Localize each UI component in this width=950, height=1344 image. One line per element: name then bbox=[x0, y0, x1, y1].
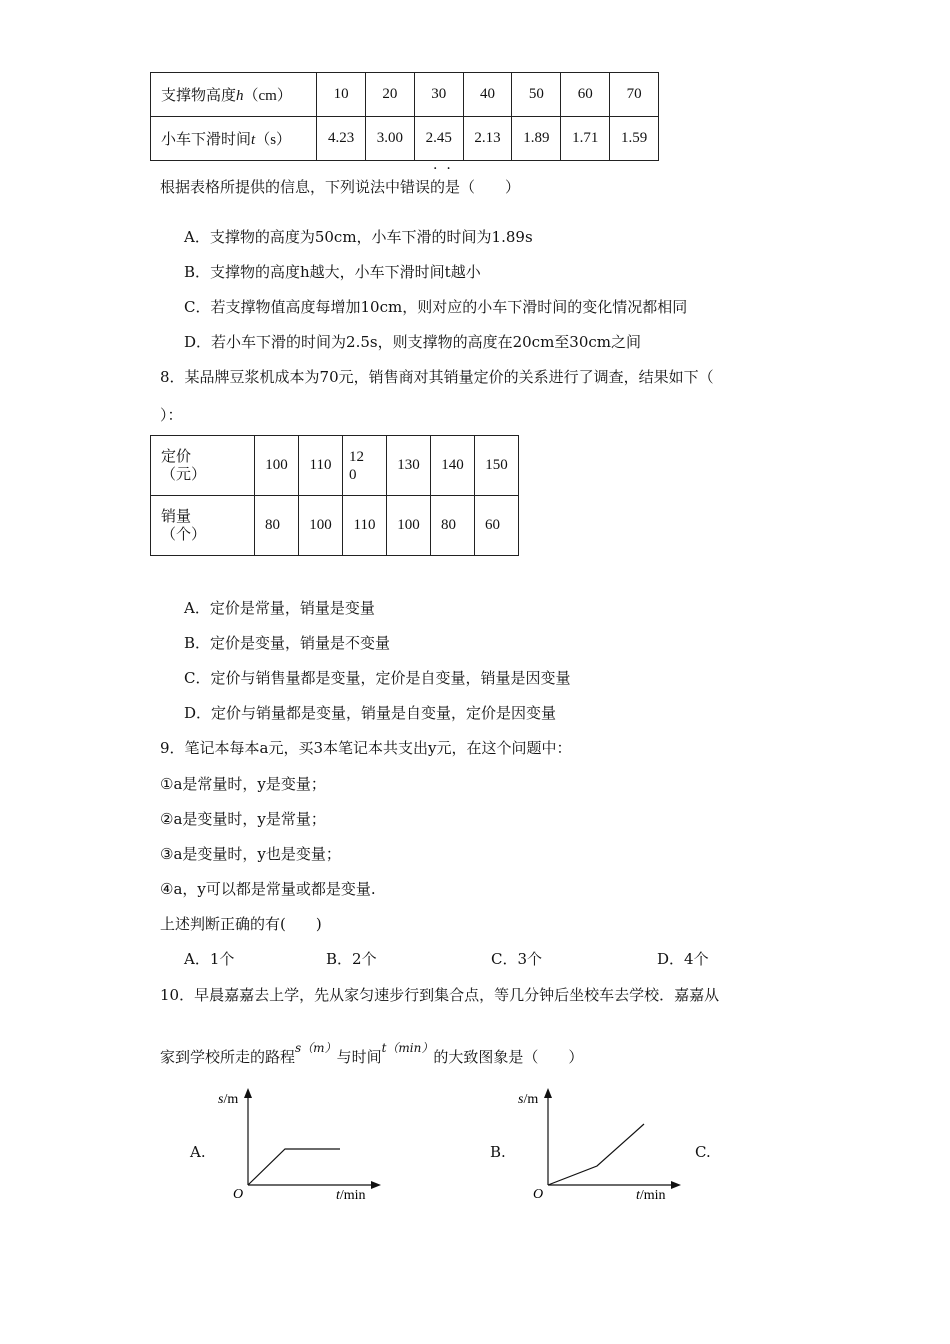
table1-cell: 30 bbox=[414, 73, 463, 117]
table-price-sales bbox=[150, 435, 519, 556]
table1-cell: 2.45 bbox=[414, 117, 463, 161]
table1-cell: 1.71 bbox=[561, 117, 610, 161]
table1-cell: 40 bbox=[463, 73, 512, 117]
table1-cell: 1.89 bbox=[512, 117, 561, 161]
q9-stem: 9．笔记本每本a元，买3本笔记本共支出y元，在这个问题中： bbox=[160, 739, 572, 757]
q8-stem-line2: ）： bbox=[160, 406, 183, 424]
s-unit-notation: s（m） bbox=[295, 1041, 337, 1055]
graph-b-y-arrow bbox=[544, 1088, 552, 1098]
table1-row1-label: 支撑物高度h（cm） bbox=[151, 73, 317, 117]
table1-row2-label: 小车下滑时间t（s） bbox=[151, 117, 317, 161]
table2-cell: 110 bbox=[343, 496, 387, 556]
graph-b-x-label: t/min bbox=[636, 1188, 666, 1203]
q7-option-b: B．支撑物的高度h越大，小车下滑时间t越小 bbox=[184, 263, 481, 281]
table-height-time bbox=[150, 72, 659, 161]
table2-row1-label: 定价 （元） bbox=[151, 436, 255, 496]
table1-cell: 10 bbox=[317, 73, 366, 117]
table2-cell bbox=[343, 436, 387, 496]
table1-cell: 4.23 bbox=[317, 117, 366, 161]
table2-cell: 110 bbox=[299, 436, 343, 496]
table2-row2-label: 销量 （个） bbox=[151, 496, 255, 556]
table1-cell: 60 bbox=[561, 73, 610, 117]
table2-cell: 150 bbox=[475, 436, 519, 496]
graph-b-label: B. bbox=[490, 1143, 506, 1161]
graph-a-x-arrow bbox=[371, 1181, 381, 1189]
table2-cell: 60 bbox=[475, 496, 519, 556]
q8-option-a: A．定价是常量，销量是变量 bbox=[184, 599, 375, 617]
graph-a-label: A. bbox=[190, 1143, 206, 1161]
q7-option-a: A．支撑物的高度为50cm，小车下滑的时间为1.89s bbox=[184, 228, 533, 246]
graph-b-line bbox=[548, 1124, 644, 1185]
table2-cell: 80 bbox=[431, 496, 475, 556]
graph-b bbox=[515, 1082, 685, 1207]
table2-cell: 100 bbox=[299, 496, 343, 556]
graph-a-y-arrow bbox=[244, 1088, 252, 1098]
q9-option-b: B．2个 bbox=[326, 950, 377, 968]
q8-option-c: C．定价与销售量都是变量，定价是自变量，销量是因变量 bbox=[184, 669, 571, 687]
wrapped-120: 120 bbox=[349, 448, 364, 483]
table2-cell: 100 bbox=[255, 436, 299, 496]
q8-stem-line1: 8．某品牌豆浆机成本为70元，销售商对其销量定价的关系进行了调查，结果如下（ bbox=[160, 368, 714, 386]
table2-cell: 130 bbox=[387, 436, 431, 496]
q9-question: 上述判断正确的有( ) bbox=[160, 915, 322, 933]
graph-a-x-label: t/min bbox=[336, 1188, 366, 1203]
q9-item-4: ④a，y可以都是常量或都是变量. bbox=[160, 880, 376, 898]
graph-a bbox=[215, 1082, 385, 1207]
graph-b-x-arrow bbox=[671, 1181, 681, 1189]
table1-cell: 70 bbox=[610, 73, 659, 117]
q9-item-2: ②a是变量时，y是常量； bbox=[160, 810, 326, 828]
q8-option-d: D．定价与销量都是变量，销量是自变量，定价是因变量 bbox=[184, 704, 557, 722]
q7-stem: 根据表格所提供的信息，下列说法中错误的是（ ） bbox=[160, 178, 521, 196]
t-unit-notation: t（min） bbox=[381, 1041, 434, 1055]
q7-option-d: D．若小车下滑的时间为2.5s，则支撑物的高度在20cm至30cm之间 bbox=[184, 333, 642, 351]
q9-option-a: A．1个 bbox=[184, 950, 235, 968]
graph-a-line bbox=[248, 1149, 340, 1185]
q10-line1: 10．早晨嘉嘉去上学，先从家匀速步行到集合点，等几分钟后坐校车去学校．嘉嘉从 bbox=[160, 986, 720, 1004]
table1-cell: 1.59 bbox=[610, 117, 659, 161]
graph-b-origin: O bbox=[533, 1187, 544, 1202]
emphasis-dots: · · bbox=[433, 161, 451, 177]
q9-item-1: ①a是常量时，y是变量； bbox=[160, 775, 326, 793]
graph-c-label: C. bbox=[695, 1143, 711, 1161]
q8-option-b: B．定价是变量，销量是不变量 bbox=[184, 634, 391, 652]
q9-option-c: C．3个 bbox=[491, 950, 543, 968]
table1-cell: 20 bbox=[365, 73, 414, 117]
table2-cell: 100 bbox=[387, 496, 431, 556]
q9-item-3: ③a是变量时，y也是变量； bbox=[160, 845, 341, 863]
graph-b-y-label: s/m bbox=[518, 1092, 539, 1107]
table1-cell: 3.00 bbox=[365, 117, 414, 161]
q9-option-d: D．4个 bbox=[657, 950, 709, 968]
graph-a-origin: O bbox=[233, 1187, 244, 1202]
q7-option-c: C．若支撑物值高度每增加10cm，则对应的小车下滑时间的变化情况都相同 bbox=[184, 298, 688, 316]
table1-cell: 2.13 bbox=[463, 117, 512, 161]
q10-line2: 家到学校所走的路程$^{s(m)}$与时间$^{t(min)}$的大致图象是（ ） bbox=[160, 1041, 584, 1066]
table1-cell: 50 bbox=[512, 73, 561, 117]
table2-cell: 140 bbox=[431, 436, 475, 496]
graph-a-y-label: s/m bbox=[218, 1092, 239, 1107]
table2-cell: 80 bbox=[255, 496, 299, 556]
